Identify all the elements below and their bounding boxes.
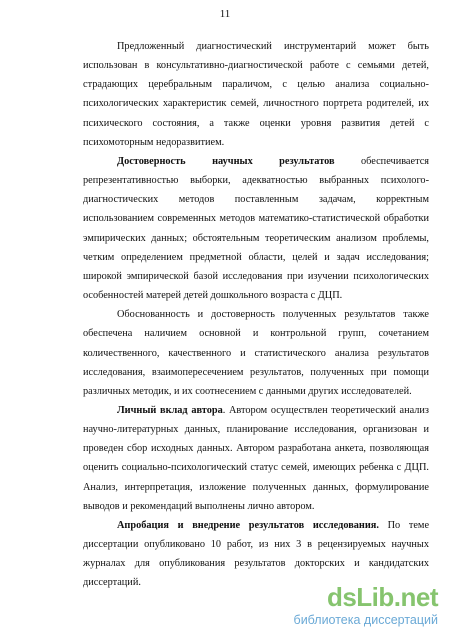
dslib-watermark	[286, 582, 446, 632]
heading-contribution: Личный вклад автора	[117, 404, 223, 416]
text-reliability: обеспечивается репрезентативностью выборки, адекватностью выбранных психолого-диагностических методов поставленным задачам, корректным использованием современных методов математико-статистической обработки эмпирических данных; обстоятельным теоретическим анализом проблемы, четким определением предметной области, целей и задач исследования; широкой эмпирической базой исследования при изучении психологических особенностей матерей детей дошкольного возраста с ДЦП.	[83, 155, 429, 302]
paragraph-tools: Предложенный диагностический инструментарий может быть использован в консультативно-диагностической работе с семьями детей, страдающих церебральным параличом, с целью анализа социально-психологических характеристик семей, личностного портрета родителей, их психического состояния, а также оценки уровня развития детей с психомоторным недоразвитием.	[83, 41, 429, 148]
watermark-subtitle: библиотека диссертаций	[293, 613, 438, 627]
text-contribution: . Автором осуществлен теоретический анализ научно-литературных данных, планирование исследования, организован и проведен сбор исходных данных. Автором разработана анкета, позволяющая оценить социально-психологический статус семей, имеющих ребенка с ДЦП. Анализ, интерпретация, изложение полученных данных, формулирование выводов и рекомендаций выполнены лично автором.	[83, 404, 429, 512]
document-body	[83, 37, 429, 593]
text-approbation: По теме диссертации опубликовано 10 работ, из них 3 в рецензируемых научных журналах для опубликования результатов докторских и кандидатских диссертаций.	[83, 519, 430, 589]
paragraph-contribution	[83, 401, 429, 516]
paragraph-validity: Обоснованность и достоверность полученных результатов также обеспечена наличием основной и контрольной групп, сочетанием количественного, качественного и статистического анализа результатов исследования, взаимопересечением результатов, полученных при помощи различных методик, и их соотнесением с данными других исследователей.	[83, 309, 429, 397]
heading-reliability: Достоверность научных результатов	[117, 155, 335, 167]
heading-approbation: Апробация и внедрение результатов исследования.	[117, 519, 379, 531]
page-number: 11	[219, 8, 231, 20]
watermark-logo: dsLib.net	[326, 582, 438, 612]
paragraph-reliability	[83, 152, 429, 305]
